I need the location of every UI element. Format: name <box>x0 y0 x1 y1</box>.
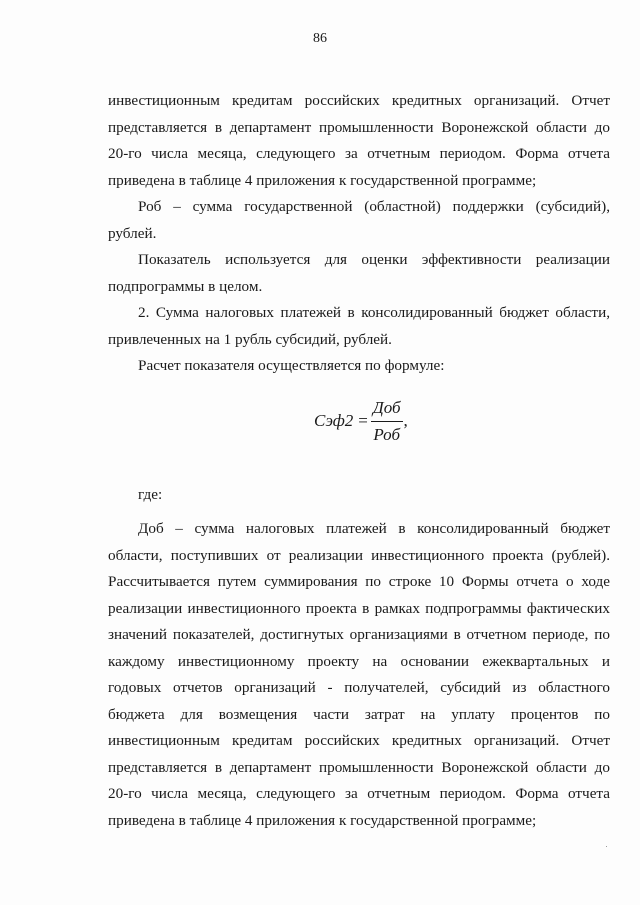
formula-lhs: Сэф2 <box>314 410 354 430</box>
document-body <box>108 88 610 834</box>
formula-block <box>108 390 610 470</box>
formula-equals: = <box>358 410 368 430</box>
formula-fraction <box>371 398 403 445</box>
paragraph-dob-definition: Доб – сумма налоговых платежей в консолидированный бюджет области, поступивших от реализации инвестиционного проекта (рублей). Рассчитывается путем суммирования по строке 10 Формы отчета о ходе реализации инвестиционного проекта в рамках подпрограммы фактических значений показателей, достигнутых организациями в отчетном периоде, по каждому инвестиционному проекту на основании ежеквартальных и годовых отчетов организаций - получателей, субсидий из областного бюджета для возмещения части затрат на уплату процентов по инвестиционным кредитам российских кредитных организаций. Отчет представляется в департамент промышленности Воронежской области до 20-го числа месяца, следующего за отчетным периодом. Форма отчета приведена в таблице 4 приложения к государственной программе; <box>108 520 610 829</box>
paragraph-where: где: <box>138 485 163 503</box>
formula-trailing-comma: , <box>403 410 408 430</box>
paragraph-indicator-usage: Показатель используется для оценки эффективности реализации подпрограммы в целом. <box>108 251 610 295</box>
formula-denominator: Роб <box>373 424 401 444</box>
paragraph-continuation: инвестиционным кредитам российских кредитных организаций. Отчет представляется в департамент промышленности Воронежской области до 20-го числа месяца, следующего за отчетным периодом. Форма отчета приведена в таблице 4 приложения к государственной программе; <box>108 92 610 189</box>
formula-numerator: Доб <box>371 398 403 422</box>
paragraph-formula-intro: Расчет показателя осуществляется по формуле: <box>138 357 445 374</box>
page-number: 86 <box>313 31 327 46</box>
scan-speck <box>606 846 607 847</box>
paragraph-indicator-2: 2. Сумма налоговых платежей в консолидированный бюджет области, привлеченных на 1 рубль субсидий, рублей. <box>108 304 610 348</box>
paragraph-rob-definition: Роб – сумма государственной (областной) поддержки (субсидий), рублей. <box>108 198 610 242</box>
formula <box>314 398 408 445</box>
